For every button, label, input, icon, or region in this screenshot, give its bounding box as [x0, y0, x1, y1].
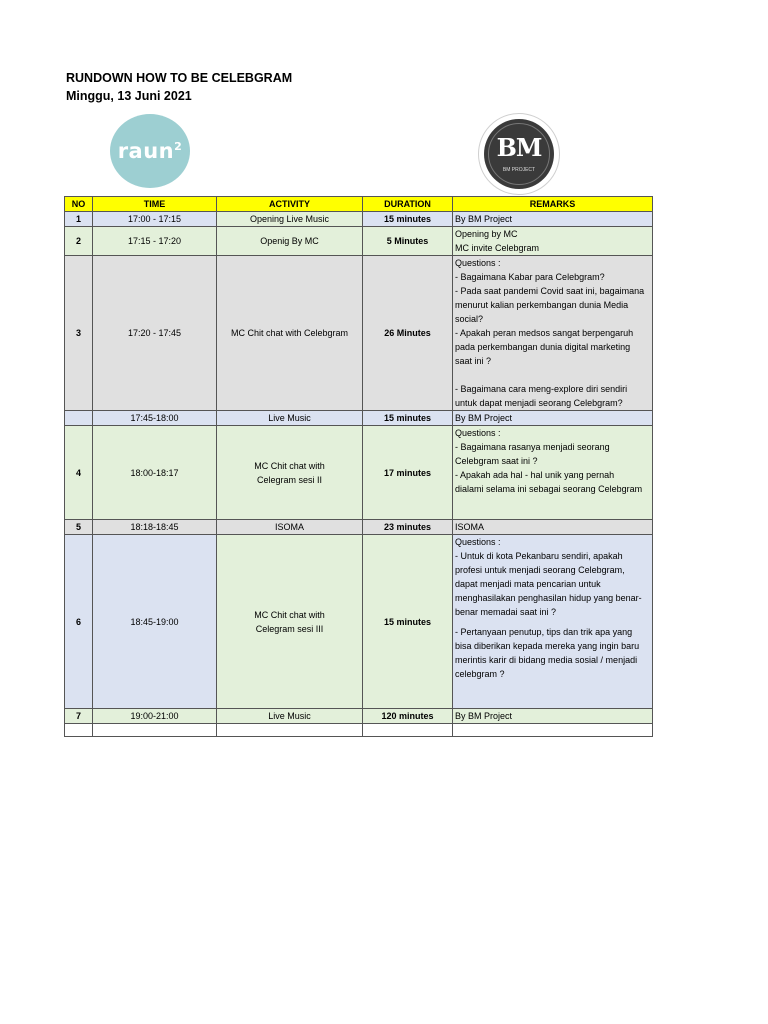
table-row [65, 709, 653, 724]
cell-empty [65, 724, 93, 737]
bm-logo-text: BM [496, 133, 542, 162]
cell-activity: MC Chit chat with Celebgram [217, 256, 363, 411]
remark-line: - Apakah ada hal - hal unik yang pernah [455, 470, 615, 480]
header-remarks: REMARKS [453, 197, 653, 212]
cell-time: 18:45-19:00 [93, 535, 217, 709]
remark-line: bisa diberikan kepada mereka yang ingin baru [455, 641, 640, 651]
cell-activity: Live Music [217, 709, 363, 724]
remark-line: - Bagaimana cara meng-explore diri sendiri [455, 384, 628, 394]
table-header-row [65, 197, 653, 212]
cell-no: 5 [65, 520, 93, 535]
remark-line: benar memadai saat ini ? [455, 607, 557, 617]
raun-logo-text: raun$^2$ [117, 139, 183, 163]
header-activity: ACTIVITY [217, 197, 363, 212]
remark-line: ISOMA [455, 522, 485, 532]
table-row-empty [65, 724, 653, 737]
cell-duration: 5 Minutes [363, 227, 453, 256]
table-row [65, 426, 653, 520]
table-row [65, 411, 653, 426]
rundown-table [64, 196, 653, 737]
remark-line: pada perkembangan dunia digital marketing [455, 342, 631, 352]
activity-line: Celegram sesi III [255, 623, 324, 634]
cell-duration: 26 Minutes [363, 256, 453, 411]
remark-line: profesi untuk menjadi seorang Celebgram, [455, 565, 625, 575]
remark-line: social? [455, 314, 484, 324]
cell-remarks [453, 227, 653, 256]
remark-line: - Bagaimana Kabar para Celebgram? [455, 272, 605, 282]
activity-line: MC Chit chat with [254, 460, 325, 471]
cell-time: 17:45-18:00 [93, 411, 217, 426]
document-title: RUNDOWN HOW TO BE CELEBGRAM [66, 71, 293, 85]
cell-no: 1 [65, 212, 93, 227]
remark-line: - Pada saat pandemi Covid saat ini, bagaimana [455, 286, 645, 296]
bm-logo-subtext: BM PROJECT [502, 167, 536, 173]
header-duration: DURATION [363, 197, 453, 212]
cell-remarks [453, 709, 653, 724]
cell-time: 18:00-18:17 [93, 426, 217, 520]
header-no: NO [65, 197, 93, 212]
cell-activity: Openig By MC [217, 227, 363, 256]
header-time: TIME [93, 197, 217, 212]
cell-activity: Live Music [217, 411, 363, 426]
cell-remarks [453, 520, 653, 535]
cell-remarks [453, 426, 653, 520]
cell-time: 17:00 - 17:15 [93, 212, 217, 227]
cell-duration: 23 minutes [363, 520, 453, 535]
remark-line: Questions : [455, 428, 501, 438]
table-row [65, 535, 653, 709]
cell-no: 3 [65, 256, 93, 411]
cell-empty [217, 724, 363, 737]
cell-duration: 15 minutes [363, 535, 453, 709]
cell-empty [93, 724, 217, 737]
table-row [65, 256, 653, 411]
remark-line: - Pertanyaan penutup, tips dan trik apa yang [455, 627, 633, 637]
cell-duration: 120 minutes [363, 709, 453, 724]
cell-remarks [453, 411, 653, 426]
remark-line: untuk dapat menjadi seorang Celebgram? [455, 398, 623, 408]
cell-duration: 15 minutes [363, 411, 453, 426]
cell-time: 19:00-21:00 [93, 709, 217, 724]
cell-no: 2 [65, 227, 93, 256]
cell-remarks [453, 535, 653, 709]
cell-activity: Opening Live Music [217, 212, 363, 227]
table-row [65, 520, 653, 535]
remark-line: By BM Project [455, 413, 513, 423]
cell-empty [453, 724, 653, 737]
remark-line: dapat menjadi mata pencarian untuk [455, 579, 601, 589]
cell-duration: 17 minutes [363, 426, 453, 520]
document-date: Minggu, 13 Juni 2021 [66, 89, 192, 103]
table-row [65, 227, 653, 256]
remark-line: Opening by MC [455, 229, 518, 239]
remark-line: celebgram ? [455, 669, 505, 679]
remark-line: By BM Project [455, 214, 513, 224]
cell-activity [217, 426, 363, 520]
cell-no: 6 [65, 535, 93, 709]
remark-line: merintis karir di bidang media sosial / menjadi [455, 655, 638, 665]
remark-line: Questions : [455, 258, 501, 268]
activity-line: Celegram sesi II [256, 474, 323, 485]
cell-no [65, 411, 93, 426]
bm-project-logo [478, 113, 560, 195]
remark-line: - Untuk di kota Pekanbaru sendiri, apakah [455, 551, 623, 561]
remark-line: - Bagaimana rasanya menjadi seorang [455, 442, 610, 452]
raun-logo [110, 114, 190, 188]
cell-no: 4 [65, 426, 93, 520]
remark-line: dialami selama ini sebagai seorang Celebgram [455, 484, 643, 494]
remark-line: - Apakah peran medsos sangat berpengaruh [455, 328, 634, 338]
remark-line: menurut kalian perkembangan dunia Media [455, 300, 629, 310]
bm-logo-emblem [484, 119, 554, 189]
cell-remarks [453, 256, 653, 411]
remark-line: By BM Project [455, 711, 513, 721]
table-row [65, 212, 653, 227]
cell-activity [217, 535, 363, 709]
cell-time: 17:15 - 17:20 [93, 227, 217, 256]
cell-empty [363, 724, 453, 737]
remark-line: MC invite Celebgram [455, 243, 540, 253]
remark-line: Celebgram saat ini ? [455, 456, 538, 466]
cell-duration: 15 minutes [363, 212, 453, 227]
activity-line: MC Chit chat with [254, 609, 325, 620]
cell-time: 17:20 - 17:45 [93, 256, 217, 411]
cell-time: 18:18-18:45 [93, 520, 217, 535]
remark-line [455, 368, 650, 382]
cell-no: 7 [65, 709, 93, 724]
remark-line: menghasilakan penghasilan hidup yang benar- [455, 593, 642, 603]
remark-line: saat ini ? [455, 356, 492, 366]
cell-remarks [453, 212, 653, 227]
cell-activity: ISOMA [217, 520, 363, 535]
remark-line: Questions : [455, 537, 501, 547]
